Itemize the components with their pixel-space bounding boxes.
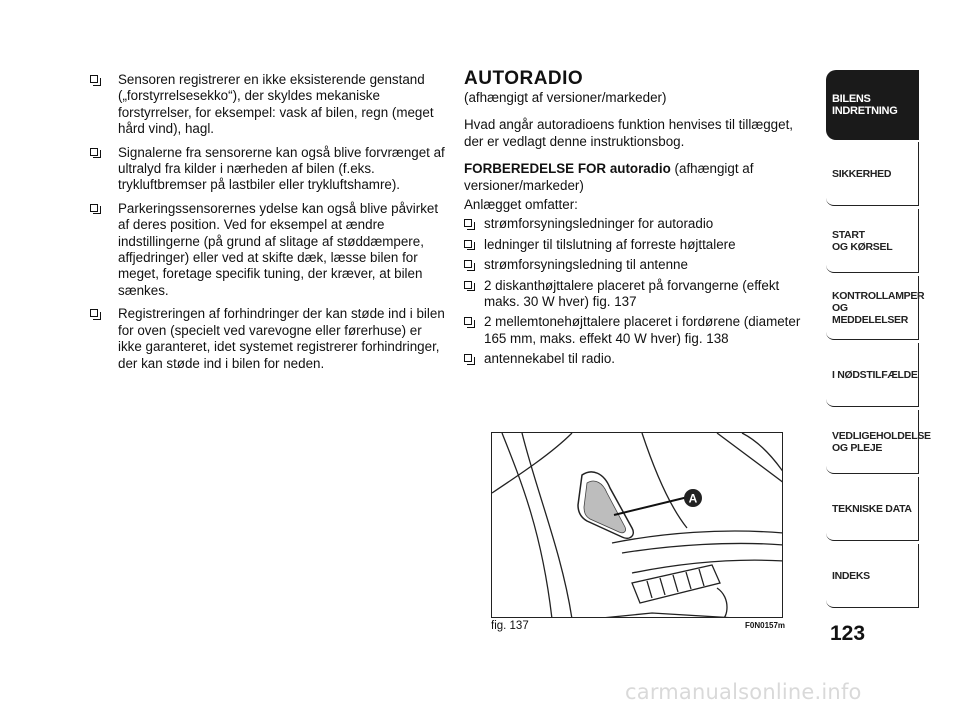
checkbox-bullet-icon: [90, 309, 98, 317]
list-item: 2 diskanthøjttalere placeret på forvangerne (effekt maks. 30 W hver) fig. 137: [464, 278, 810, 311]
page-number: 123: [830, 622, 866, 645]
tab-start-og-korsel[interactable]: START OG KØRSEL: [826, 209, 919, 273]
checkbox-bullet-icon: [464, 219, 472, 227]
tab-sikkerhed[interactable]: SIKKERHED: [826, 142, 919, 206]
list-item: strømforsyningsledninger for autoradio: [464, 216, 810, 232]
main-column: [464, 68, 810, 372]
system-label: Anlægget omfatter:: [464, 197, 578, 213]
figure-137: [491, 432, 783, 618]
tab-indeks[interactable]: INDEKS: [826, 544, 919, 608]
list-item: Registreringen af forhindringer der kan støde ind i bilen for oven (specielt ved varevogne eller førerhuse) er ikke garanteret, idet systemet registrerer forhindringer, der kan støde ind i bilen for neden.: [86, 306, 446, 372]
page-title: AUTORADIO: [464, 68, 584, 89]
checkbox-bullet-icon: [464, 260, 472, 268]
list-item: Signalerne fra sensorerne kan også blive forvrænget af ultralyd fra kilder i nærheden af bilen (f.eks. trykluftbremser på lastbiler eller trykluftshamre).: [86, 145, 446, 194]
checkbox-bullet-icon: [464, 317, 472, 325]
checkbox-bullet-icon: [90, 75, 98, 83]
section-heading-suffix: (afhængigt af versioner/markeder): [464, 161, 754, 193]
tab-kontrollamper[interactable]: KONTROLLAMPER OG MEDDELELSER: [826, 276, 919, 340]
callout-label: A: [688, 491, 698, 506]
list-item: 2 mellemtonehøjttalere placeret i fordørene (diameter 165 mm, maks. effekt 40 W hver) fig. 138: [464, 314, 810, 347]
tab-vedligeholdelse[interactable]: VEDLIGEHOLDELSE OG PLEJE: [826, 410, 919, 474]
tab-tekniske-data[interactable]: TEKNISKE DATA: [826, 477, 919, 541]
list-item: strømforsyningsledning til antenne: [464, 257, 810, 273]
figure-caption: fig. 137: [491, 620, 529, 632]
section-heading: FORBEREDELSE FOR autoradio: [464, 161, 671, 177]
left-column: [86, 72, 446, 379]
list-item: Sensoren registrerer en ikke eksisterende genstand („forstyrrelsesekko“), der skyldes mekaniske forstyrrelser, for eksempel: vask af bilen, regn (meget hård vind), hagl.: [86, 72, 446, 138]
checkbox-bullet-icon: [90, 204, 98, 212]
watermark: carmanualsonline.info: [625, 680, 862, 704]
tab-i-nodstilfaelde[interactable]: I NØDSTILFÆLDE: [826, 343, 919, 407]
checkbox-bullet-icon: [464, 354, 472, 362]
section-heading-paragraph: [464, 161, 810, 194]
list-item: ledninger til tilslutning af forreste højttalere: [464, 237, 810, 253]
list-item: antennekabel til radio.: [464, 351, 810, 367]
intro-paragraph: Hvad angår autoradioens funktion henvises til tillægget, der er vedlagt denne instruktionsbog.: [464, 117, 794, 149]
checkbox-bullet-icon: [90, 148, 98, 156]
figure-code: F0N0157m: [745, 621, 786, 630]
dashboard-tweeter-illustration: [492, 433, 783, 618]
checkbox-bullet-icon: [464, 281, 472, 289]
subtitle: (afhængigt af versioner/markeder): [464, 90, 667, 105]
tab-bilens-indretning[interactable]: BILENS INDRETNING: [826, 70, 919, 140]
checkbox-bullet-icon: [464, 240, 472, 248]
list-item: Parkeringssensorernes ydelse kan også blive påvirket af deres position. Ved for eksempel at ændre indstillingerne (på grund af slitage af støddæmpere, affjedringer) eller ved at skifte dæk, læsse bilen for meget, foretage specifik tuning, der kræver, at bilen sænkes.: [86, 201, 446, 299]
